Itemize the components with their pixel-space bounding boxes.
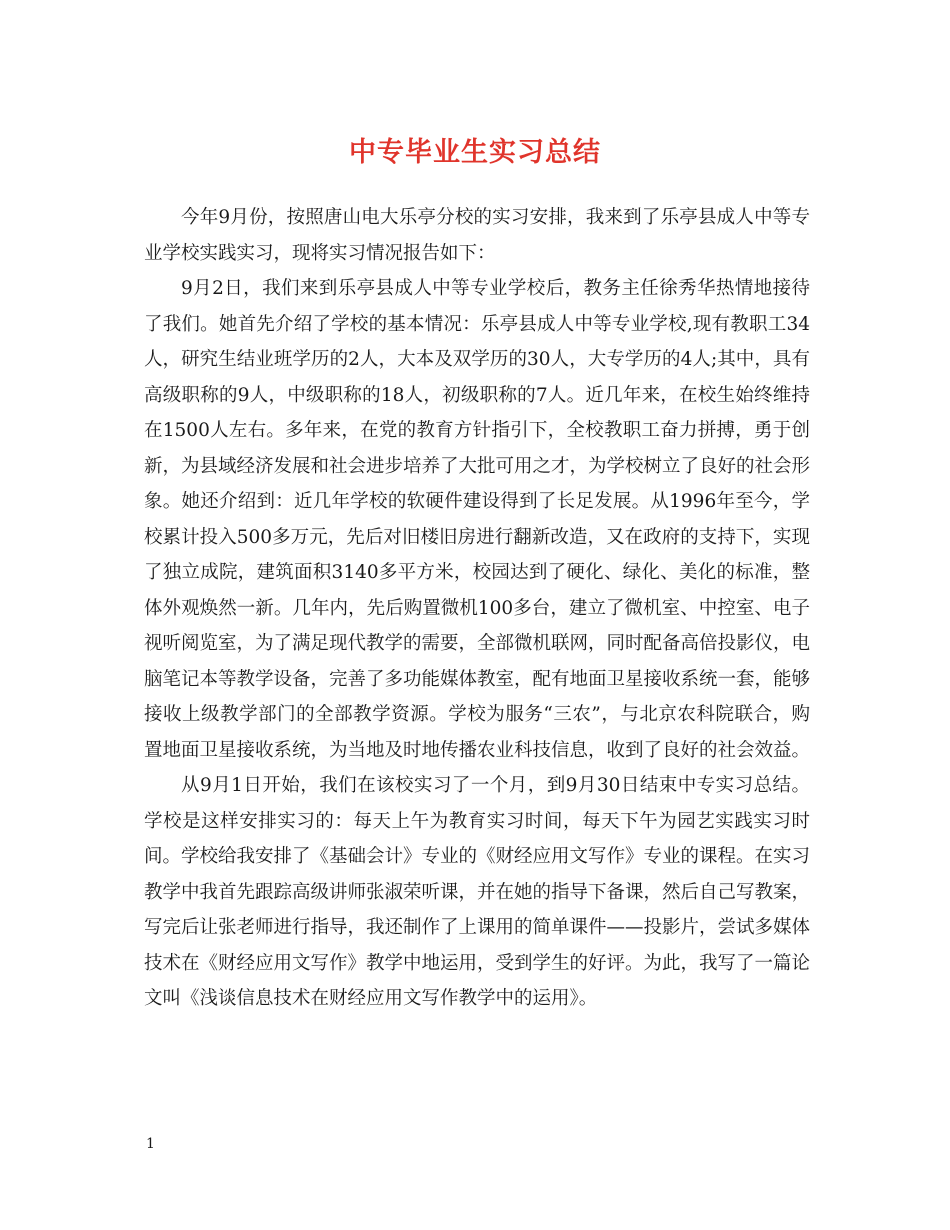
paragraph-intro: 今年9月份，按照唐山电大乐亭分校的实习安排，我来到了乐亭县成人中等专业学校实践实习，现将实习情况报告如下： <box>144 207 810 264</box>
document-title: 中专毕业生实习总结 <box>349 137 601 168</box>
page-number: 1 <box>146 1136 155 1152</box>
document-body <box>144 200 810 1017</box>
paragraph-school-info: 9月2日，我们来到乐亭县成人中等专业学校后，教务主任徐秀华热情地接待了我们。她首先介绍了学校的基本情况：乐亭县成人中等专业学校,现有教职工34人，研究生结业班学历的2人，大本及双学历的30人，大专学历的4人;其中，具有高级职称的9人，中级职称的18人，初级职称的7人。近几年来，在校生始终维持在1500人左右。多年来，在党的教育方针指引下，全校教职工奋力拼搏，勇于创新，为县域经济发展和社会进步培养了大批可用之才，为学校树立了良好的社会形象。她还介绍到：近几年学校的软硬件建设得到了长足发展。从1996年至今，学校累计投入500多万元，先后对旧楼旧房进行翻新改造，又在政府的支持下，实现了独立成院，建筑面积3140多平方米，校园达到了硬化、绿化、美化的标准，整体外观焕然一新。几年内，先后购置微机100多台，建立了微机室、中控室、电子视听阅览室，为了满足现代教学的需要，全部微机联网，同时配备高倍投影仪，电脑笔记本等教学设备，完善了多功能媒体教室，配有地面卫星接收系统一套，能够接收上级教学部门的全部教学资源。学校为服务“三农”，与北京农科院联合，购置地面卫星接收系统，为当地及时地传播农业科技信息，收到了良好的社会效益。 <box>144 278 811 761</box>
paragraph-internship: 从9月1日开始，我们在该校实习了一个月，到9月30日结束中专实习总结。学校是这样安排实习的：每天上午为教育实习时间，每天下午为园艺实践实习时间。学校给我安排了《基础会计》专业的《财经应用文写作》专业的课程。在实习教学中我首先跟踪高级讲师张淑荣听课，并在她的指导下备课，然后自己写教案，写完后让张老师进行指导，我还制作了上课用的简单课件——投影片，尝试多媒体技术在《财经应用文写作》教学中地运用，受到学生的好评。为此，我写了一篇论文叫《浅谈信息技术在财经应用文写作教学中的运用》。 <box>144 775 811 1009</box>
